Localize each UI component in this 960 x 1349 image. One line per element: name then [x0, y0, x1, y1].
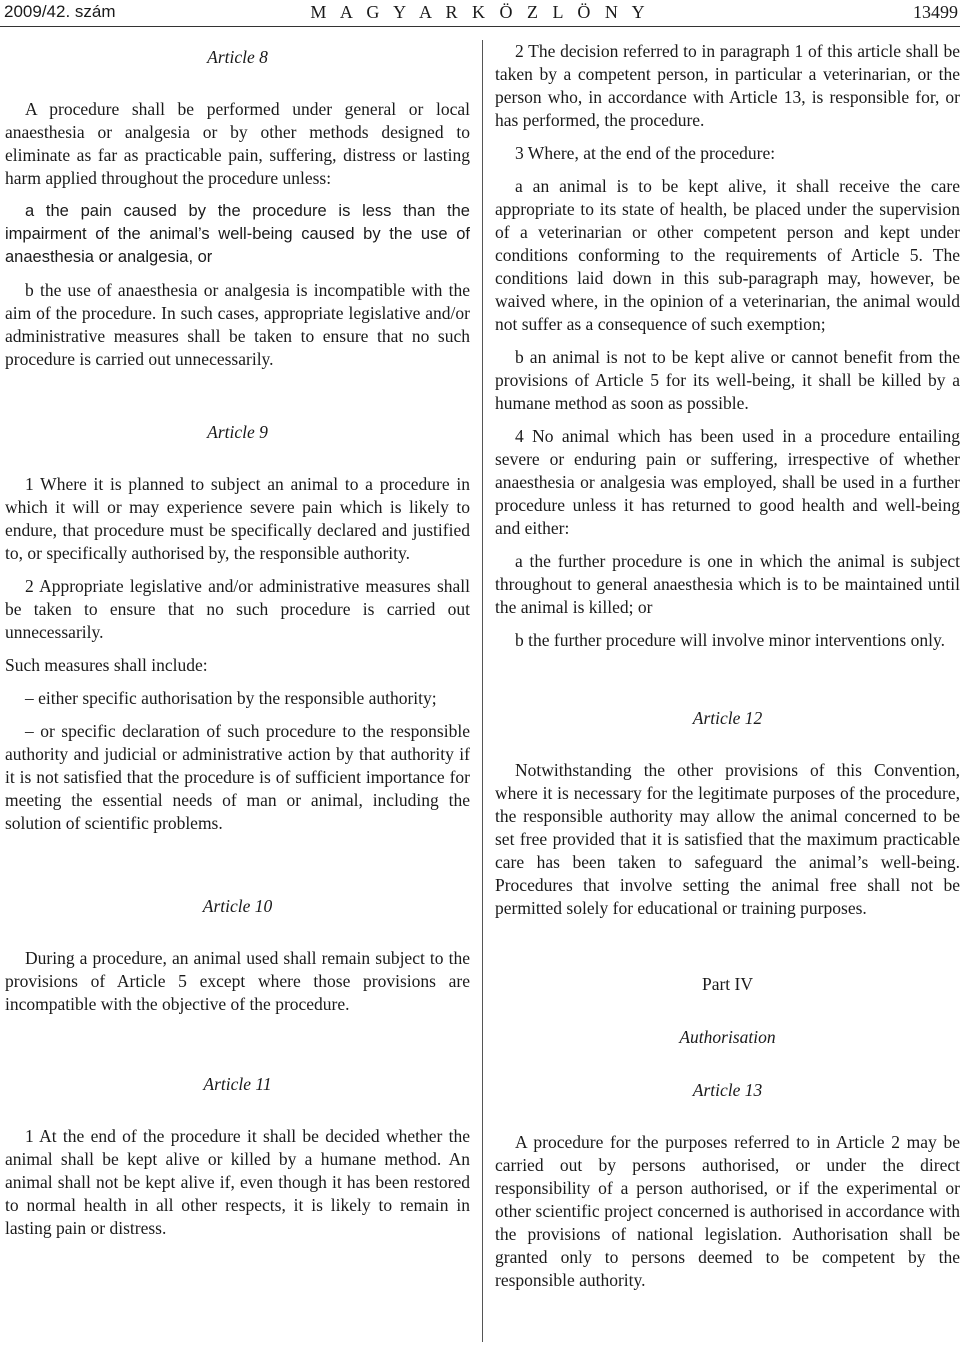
article-11-item-4b: b the further procedure will involve minor interventions only. [515, 630, 945, 650]
part-title: Authorisation [679, 1027, 776, 1047]
issue-number: 2009/42. szám [4, 2, 116, 21]
article-9-dash-1: – either specific authorisation by the responsible authority; [25, 688, 437, 708]
article-10-heading: Article 10 [202, 896, 273, 916]
left-column [5, 40, 470, 1250]
article-9-paragraph-2: 2 Appropriate legislative and/or administrative measures shall be taken to ensure that no such procedure is carried out unnecessarily. [5, 576, 470, 642]
part-heading: Part IV [701, 974, 754, 994]
article-11-paragraph-3: 3 Where, at the end of the procedure: [515, 143, 776, 163]
publication-title: M A G Y A R K Ö Z L Ö N Y [310, 2, 650, 22]
right-column [495, 40, 960, 1302]
article-11-item-3a: a an animal is to be kept alive, it shall receive the care appropriate to its state of health, be placed under the supervision of a veterinarian or other competent person and kept under conditions conforming to the requirements of Article 5. The conditions laid down in this sub-paragraph may, however, be waived where, in the opinion of a veterinarian, the animal would not suffer as a consequence of such exemption; [495, 176, 960, 334]
article-12-paragraph: Notwithstanding the other provisions of this Convention, where it is necessary for the legitimate purposes of the procedure, the responsible authority may allow the animal concerned to be set free provided that it is satisfied that the maximum practicable care has been taken to safeguard the animal’s well-being. Procedures that involve setting the animal free shall not be permitted solely for educational or training purposes. [495, 760, 960, 918]
article-11-paragraph-2: 2 The decision referred to in paragraph 1 of this article shall be taken by a competent person, in particular a veterinarian, or the person who, in accordance with Article 13, is responsible for, or has performed, the procedure. [495, 41, 960, 130]
article-11-heading: Article 11 [203, 1074, 272, 1094]
article-13-heading: Article 13 [692, 1080, 763, 1100]
article-11-item-3b: b an animal is not to be kept alive or cannot benefit from the provisions of Article 5 for its well-being, it shall be killed by a humane method as soon as possible. [495, 347, 960, 413]
article-9-paragraph-1: 1 Where it is planned to subject an animal to a procedure in which it will or may experience severe pain which is likely to endure, that procedure must be specifically declared and justified to, or specifically authorised by, the responsible authority. [5, 474, 470, 563]
article-11-paragraph-1: 1 At the end of the procedure it shall be decided whether the animal shall be kept alive or killed by a humane method. An animal shall not be kept alive if, even though it has been restored to normal health in all other respects, it is likely to remain in lasting pain or distress. [5, 1126, 470, 1238]
article-9-heading: Article 9 [207, 422, 268, 442]
article-11-paragraph-4: 4 No animal which has been used in a procedure entailing severe or enduring pain or suffering, irrespective of whether anaesthesia or analgesia was employed, shall be used in a further procedure unless it has returned to good health and well-being and either: [495, 426, 960, 538]
article-8-item-a: a the pain caused by the procedure is less than the impairment of the animal’s well-being caused by the use of anaesthesia or analgesia, or [5, 202, 470, 266]
article-8-heading: Article 8 [207, 47, 268, 67]
page-header [0, 0, 960, 27]
page-number: 13499 [913, 2, 958, 22]
column-divider [482, 40, 483, 1342]
article-9-dash-2: – or specific declaration of such procedure to the responsible authority and judicial or administrative action by that authority if it is not satisfied that the procedure is of sufficient importance for meeting the essential needs of man or animal, including the solution of scientific problems. [5, 721, 470, 833]
article-8-item-b: b the use of anaesthesia or analgesia is incompatible with the aim of the procedure. In such cases, appropriate legislative and/or administrative measures shall be taken to ensure that no such procedure is carried out unnecessarily. [5, 280, 470, 369]
article-13-paragraph: A procedure for the purposes referred to in Article 2 may be carried out by persons authorised, or under the direct responsibility of a person authorised, or if the experimental or other scientific project concerned is authorised in accordance with the provisions of national legislation. Authorisation shall be granted only to persons deemed to be competent by the responsible authority. [495, 1132, 960, 1290]
article-9-paragraph-3: Such measures shall include: [5, 655, 208, 675]
article-12-heading: Article 12 [692, 708, 763, 728]
article-8-paragraph: A procedure shall be performed under general or local anaesthesia or analgesia or by other methods designed to eliminate as far as practicable pain, suffering, distress or lasting harm applied throughout the procedure unless: [5, 99, 470, 188]
article-11-item-4a: a the further procedure is one in which the animal is subject throughout to general anaesthesia which is to be maintained until the animal is killed; or [495, 551, 960, 617]
article-10-paragraph: During a procedure, an animal used shall remain subject to the provisions of Article 5 except where those provisions are incompatible with the objective of the procedure. [5, 948, 470, 1014]
